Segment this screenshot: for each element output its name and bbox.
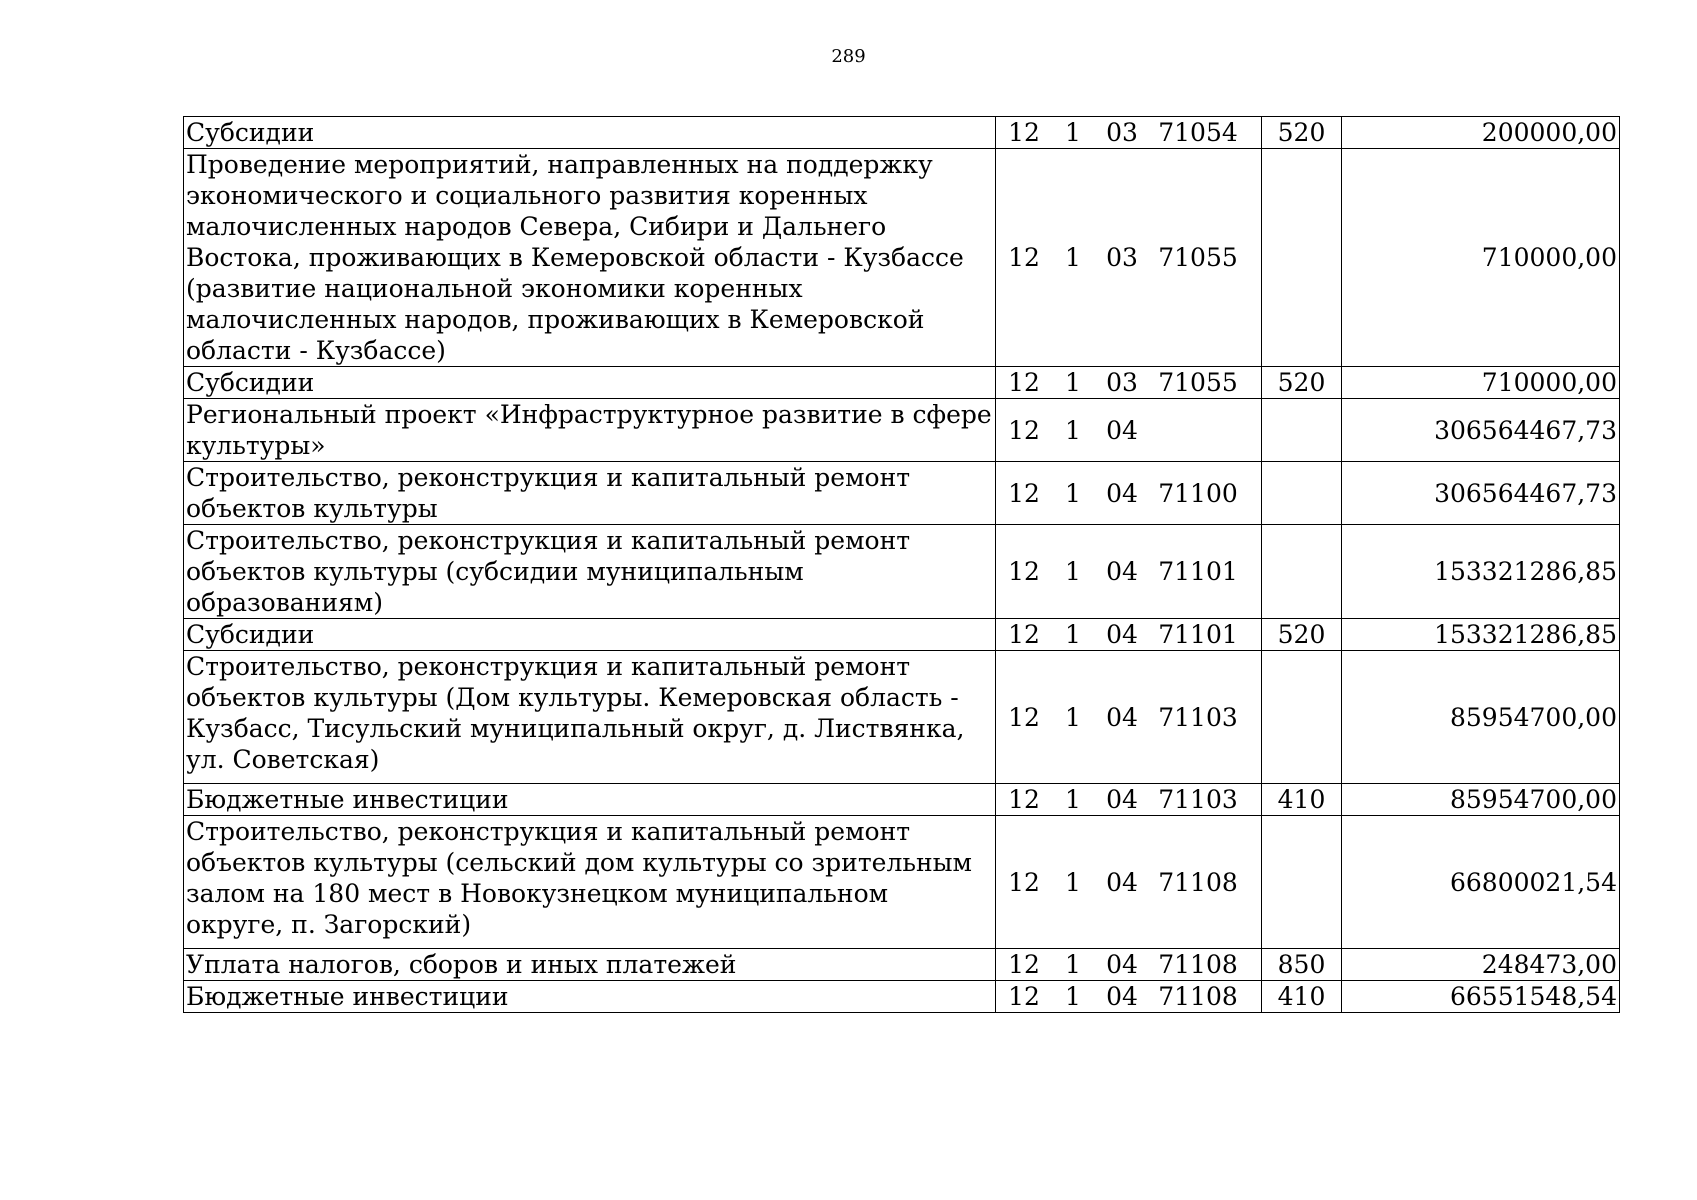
code-os: 03 xyxy=(1106,243,1138,272)
code-gr: 12 xyxy=(1008,118,1040,147)
row-codes xyxy=(996,462,1262,525)
row-codes xyxy=(996,399,1262,462)
row-codes xyxy=(996,949,1262,981)
row-vr xyxy=(1262,399,1342,462)
table-row xyxy=(184,816,1620,949)
code-gr: 12 xyxy=(1008,785,1040,814)
code-os: 04 xyxy=(1106,982,1138,1011)
code-pp: 1 xyxy=(1065,620,1081,649)
row-vr: 410 xyxy=(1262,981,1342,1013)
code-gr: 12 xyxy=(1008,867,1040,897)
row-amount: 306564467,73 xyxy=(1342,399,1620,462)
row-amount: 85954700,00 xyxy=(1342,784,1620,816)
row-vr xyxy=(1262,525,1342,619)
row-codes xyxy=(996,525,1262,619)
code-os: 04 xyxy=(1106,785,1138,814)
code-nm: 71101 xyxy=(1158,557,1238,586)
row-amount: 710000,00 xyxy=(1342,367,1620,399)
row-vr: 520 xyxy=(1262,367,1342,399)
row-name: Бюджетные инвестиции xyxy=(184,784,996,816)
table-row xyxy=(184,149,1620,367)
code-pp: 1 xyxy=(1065,557,1081,586)
row-name: Субсидии xyxy=(184,367,996,399)
code-gr: 12 xyxy=(1008,982,1040,1011)
code-pp: 1 xyxy=(1065,368,1081,397)
table-row xyxy=(184,462,1620,525)
code-os: 04 xyxy=(1106,620,1138,649)
row-codes xyxy=(996,784,1262,816)
code-pp: 1 xyxy=(1065,867,1081,897)
code-gr: 12 xyxy=(1008,478,1040,508)
row-vr: 520 xyxy=(1262,117,1342,149)
code-gr: 12 xyxy=(1008,243,1040,272)
row-vr xyxy=(1262,149,1342,367)
row-name: Строительство, реконструкция и капитальный ремонт объектов культуры (сельский дом культуры со зрительным залом на 180 мест в Новокузнецком муниципальном округе, п. Загорский) xyxy=(184,816,996,949)
code-pp: 1 xyxy=(1065,702,1081,732)
code-nm: 71100 xyxy=(1158,478,1238,508)
table-row xyxy=(184,784,1620,816)
code-nm: 71101 xyxy=(1158,620,1238,649)
row-codes xyxy=(996,149,1262,367)
table-row xyxy=(184,651,1620,784)
row-amount: 200000,00 xyxy=(1342,117,1620,149)
code-os: 03 xyxy=(1106,118,1138,147)
code-nm: 71108 xyxy=(1158,950,1238,979)
code-gr: 12 xyxy=(1008,950,1040,979)
code-os: 04 xyxy=(1106,867,1138,897)
row-name: Субсидии xyxy=(184,619,996,651)
code-pp: 1 xyxy=(1065,785,1081,814)
row-name: Уплата налогов, сборов и иных платежей xyxy=(184,949,996,981)
row-name: Строительство, реконструкция и капитальный ремонт объектов культуры (Дом культуры. Кемеровская область - Кузбасс, Тисульский муниципальный округ, д. Листвянка, ул. Советская) xyxy=(184,651,996,784)
code-nm: 71108 xyxy=(1158,982,1238,1011)
row-codes xyxy=(996,981,1262,1013)
code-nm: 71108 xyxy=(1158,867,1238,897)
code-os: 04 xyxy=(1106,415,1138,445)
code-os: 04 xyxy=(1106,478,1138,508)
row-amount: 66800021,54 xyxy=(1342,816,1620,949)
code-gr: 12 xyxy=(1008,702,1040,732)
page-number: 289 xyxy=(831,46,866,67)
table-row xyxy=(184,117,1620,149)
code-gr: 12 xyxy=(1008,557,1040,586)
code-pp: 1 xyxy=(1065,982,1081,1011)
code-nm: 71103 xyxy=(1158,702,1238,732)
row-codes xyxy=(996,816,1262,949)
row-amount: 248473,00 xyxy=(1342,949,1620,981)
code-gr: 12 xyxy=(1008,368,1040,397)
table-row xyxy=(184,619,1620,651)
code-gr: 12 xyxy=(1008,620,1040,649)
code-os: 04 xyxy=(1106,702,1138,732)
table-row xyxy=(184,981,1620,1013)
row-codes xyxy=(996,117,1262,149)
row-amount: 710000,00 xyxy=(1342,149,1620,367)
row-amount: 66551548,54 xyxy=(1342,981,1620,1013)
row-vr: 410 xyxy=(1262,784,1342,816)
code-pp: 1 xyxy=(1065,243,1081,272)
row-vr xyxy=(1262,462,1342,525)
row-name: Бюджетные инвестиции xyxy=(184,981,996,1013)
row-vr: 850 xyxy=(1262,949,1342,981)
code-nm: 71054 xyxy=(1158,118,1238,147)
code-nm: 71055 xyxy=(1158,243,1238,272)
table-row xyxy=(184,399,1620,462)
budget-table xyxy=(183,116,1620,1013)
row-codes xyxy=(996,619,1262,651)
code-gr: 12 xyxy=(1008,415,1040,445)
row-amount: 153321286,85 xyxy=(1342,619,1620,651)
code-pp: 1 xyxy=(1065,118,1081,147)
code-pp: 1 xyxy=(1065,950,1081,979)
row-codes xyxy=(996,367,1262,399)
row-name: Строительство, реконструкция и капитальный ремонт объектов культуры xyxy=(184,462,996,525)
row-name: Строительство, реконструкция и капитальный ремонт объектов культуры (субсидии муниципальным образованиям) xyxy=(184,525,996,619)
row-amount: 85954700,00 xyxy=(1342,651,1620,784)
code-pp: 1 xyxy=(1065,478,1081,508)
row-vr xyxy=(1262,816,1342,949)
code-os: 03 xyxy=(1106,368,1138,397)
table-row xyxy=(184,367,1620,399)
row-vr: 520 xyxy=(1262,619,1342,651)
code-os: 04 xyxy=(1106,950,1138,979)
table-row xyxy=(184,525,1620,619)
row-amount: 153321286,85 xyxy=(1342,525,1620,619)
row-vr xyxy=(1262,651,1342,784)
row-name: Региональный проект «Инфраструктурное развитие в сфере культуры» xyxy=(184,399,996,462)
row-amount: 306564467,73 xyxy=(1342,462,1620,525)
code-pp: 1 xyxy=(1065,415,1081,445)
code-nm: 71055 xyxy=(1158,368,1238,397)
row-name: Субсидии xyxy=(184,117,996,149)
code-nm: 71103 xyxy=(1158,785,1238,814)
table-row xyxy=(184,949,1620,981)
row-name: Проведение мероприятий, направленных на поддержку экономического и социального развития коренных малочисленных народов Севера, Сибири и Дальнего Востока, проживающих в Кемеровской области - Кузбассе (развитие национальной экономики коренных малочисленных народов, проживающих в Кемеровской области - Кузбассе) xyxy=(184,149,996,367)
row-codes xyxy=(996,651,1262,784)
code-os: 04 xyxy=(1106,557,1138,586)
